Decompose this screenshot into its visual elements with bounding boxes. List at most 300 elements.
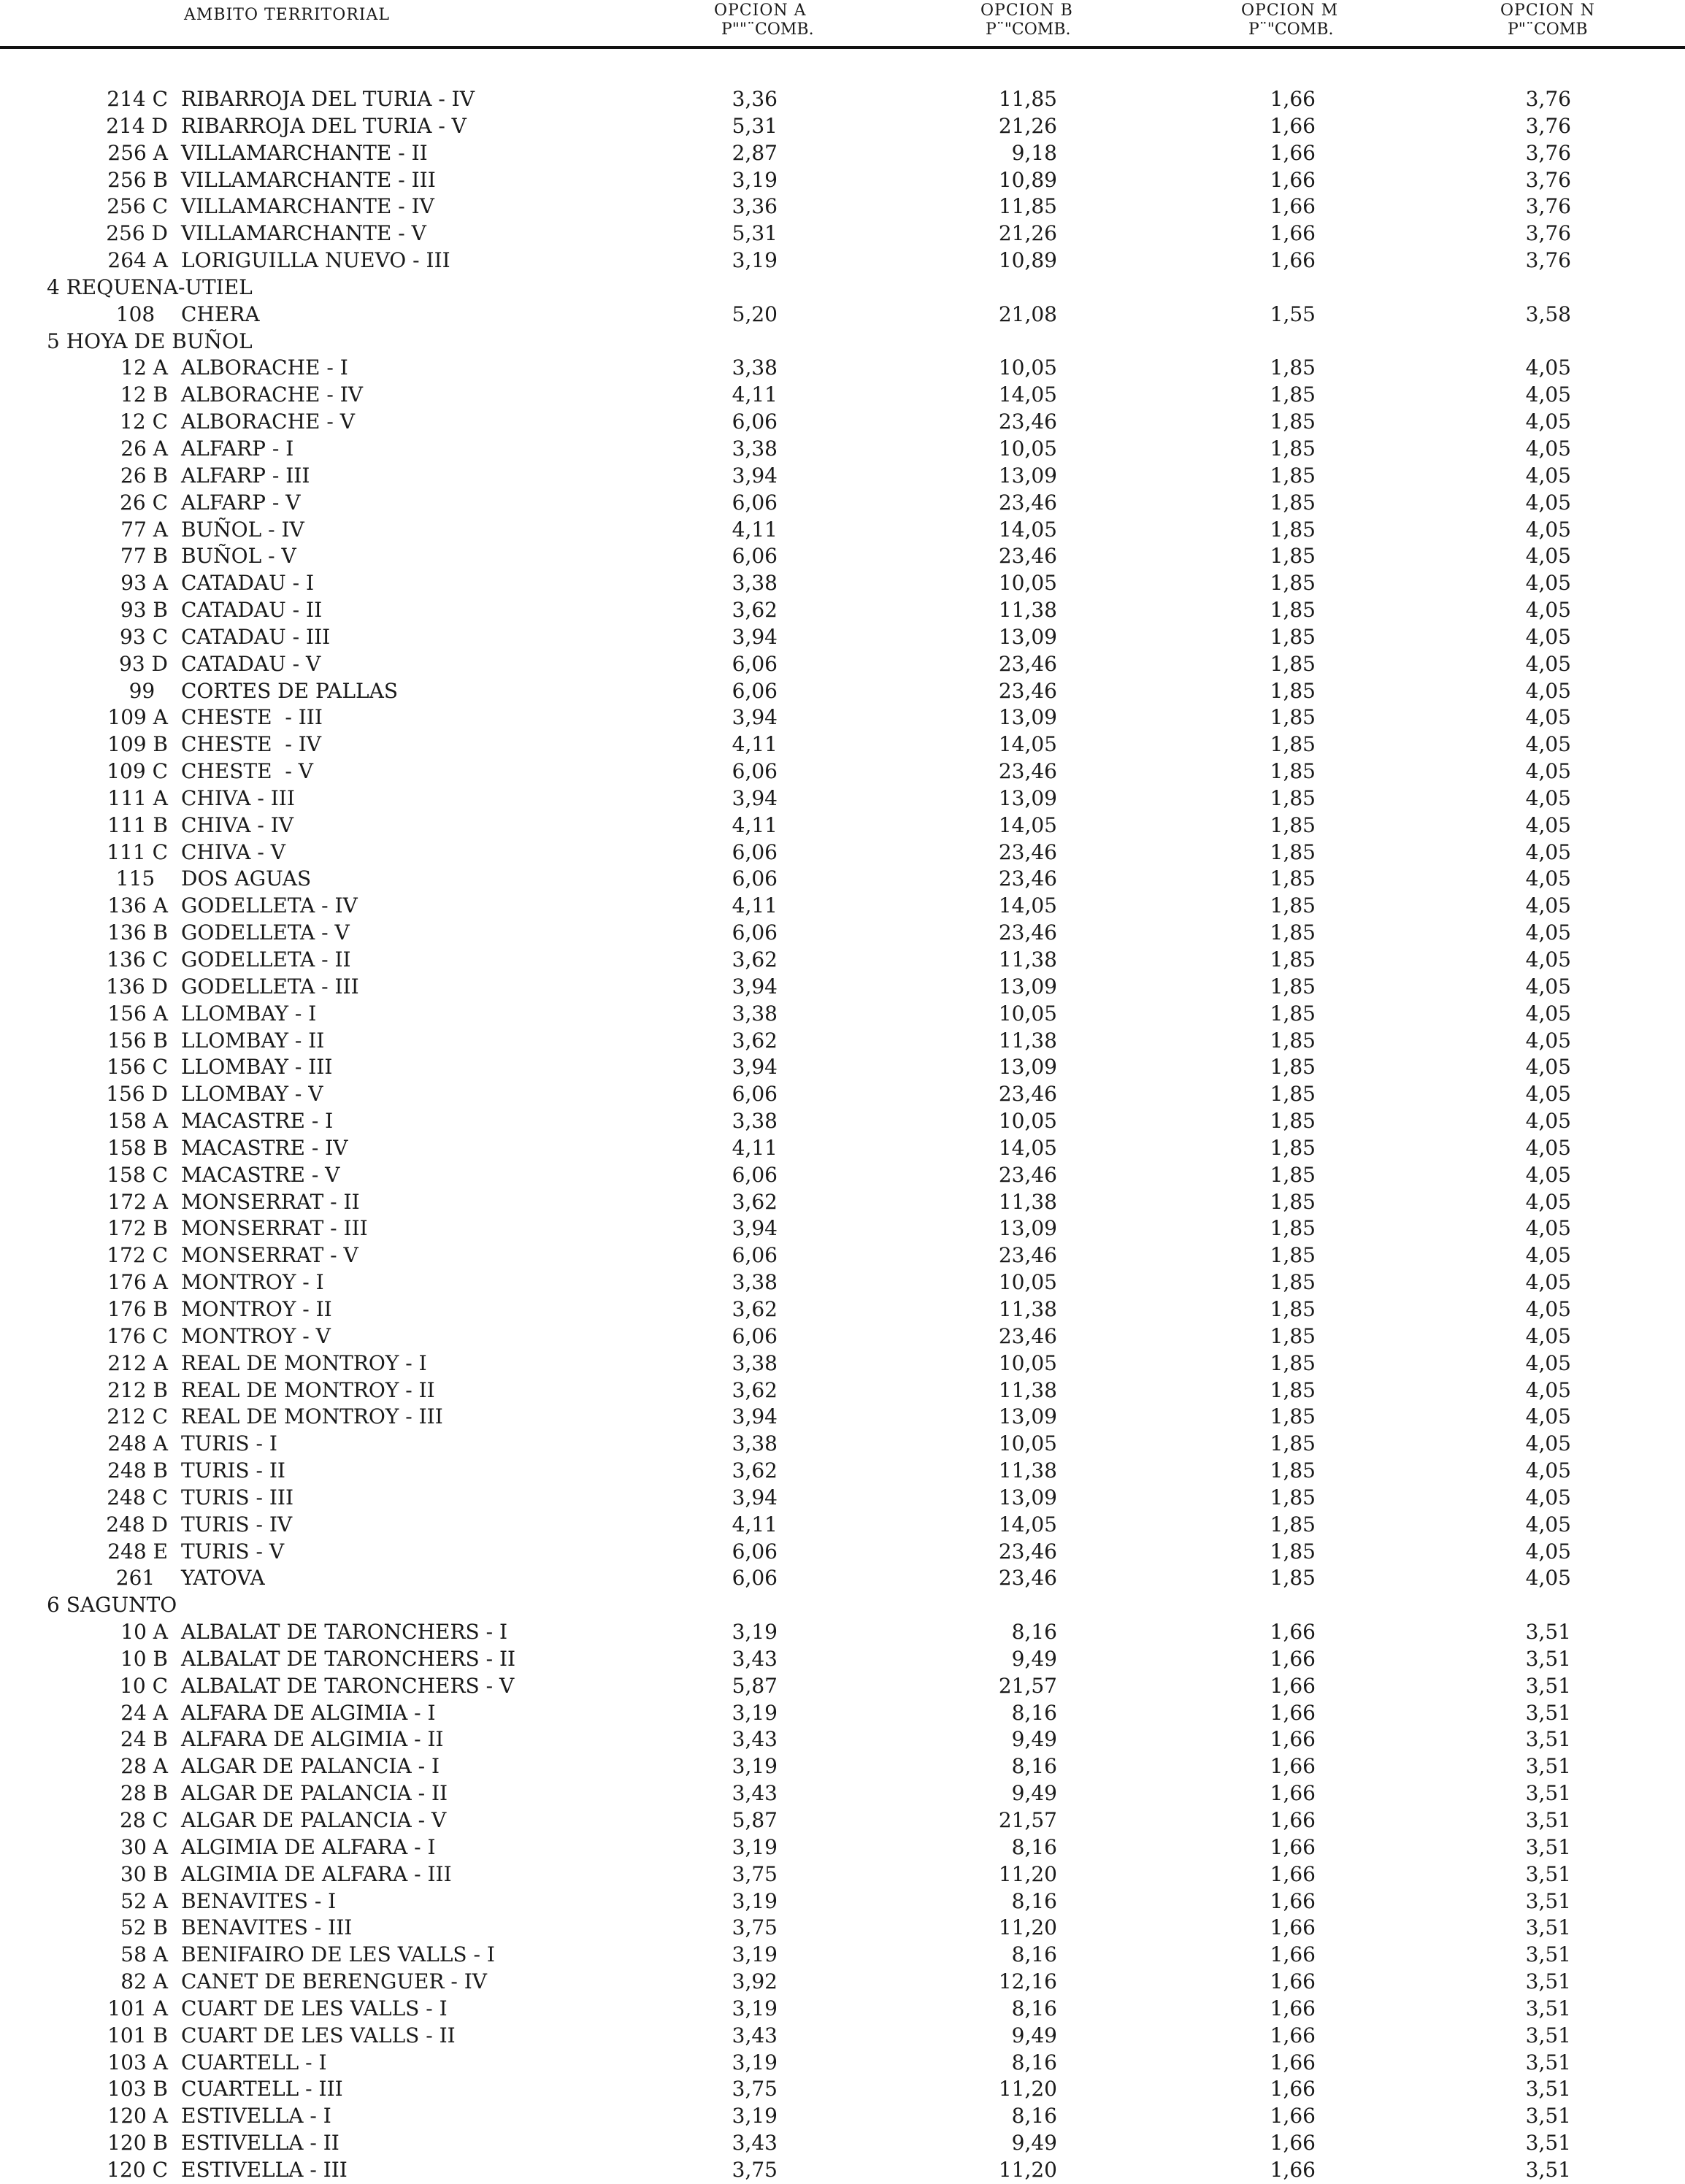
table-row <box>0 570 1685 597</box>
value-opcion-n: 3,51 <box>1525 1834 1571 1859</box>
value-opcion-b: 21,57 <box>998 1808 1057 1832</box>
row-code: 28 A <box>120 1754 168 1779</box>
value-opcion-b: 14,05 <box>998 812 1057 837</box>
table-row <box>0 1888 1685 1915</box>
row-name: TURIS - III <box>181 1485 294 1510</box>
row-name: VILLAMARCHANTE - II <box>181 140 428 165</box>
row-code: 212 B <box>107 1377 168 1402</box>
value-opcion-m: 1,85 <box>1270 1539 1316 1564</box>
row-code: 248 B <box>107 1458 168 1483</box>
table-row <box>0 355 1685 382</box>
value-opcion-a: 3,38 <box>732 355 778 380</box>
value-opcion-n: 3,51 <box>1525 1996 1571 2020</box>
value-opcion-n: 4,05 <box>1525 355 1571 380</box>
value-opcion-n: 3,51 <box>1525 2050 1571 2075</box>
row-code: 256 A <box>107 140 168 165</box>
row-name: CATADAU - I <box>181 571 315 596</box>
row-code: 99 <box>128 678 168 703</box>
value-opcion-a: 3,62 <box>732 1028 778 1053</box>
row-name: VILLAMARCHANTE - III <box>181 167 436 192</box>
table-row <box>0 490 1685 517</box>
row-name: ALBORACHE - IV <box>181 382 363 407</box>
value-opcion-n: 4,05 <box>1525 1001 1571 1026</box>
row-code: 30 A <box>120 1834 168 1859</box>
value-opcion-m: 1,85 <box>1270 382 1316 407</box>
value-opcion-a: 3,94 <box>732 1216 778 1241</box>
table-row <box>0 1108 1685 1135</box>
row-name: CHIVA - V <box>181 839 285 864</box>
row-code: 248 D <box>106 1512 168 1537</box>
row-name: DOS AGUAS <box>181 866 312 891</box>
value-opcion-n: 3,51 <box>1525 2104 1571 2129</box>
value-opcion-m: 1,85 <box>1270 571 1316 596</box>
header-ambito: AMBITO TERRITORIAL <box>184 6 390 24</box>
value-opcion-m: 1,85 <box>1270 678 1316 703</box>
value-opcion-m: 1,85 <box>1270 1162 1316 1187</box>
value-opcion-n: 4,05 <box>1525 1431 1571 1456</box>
value-opcion-m: 1,55 <box>1270 301 1316 326</box>
value-opcion-b: 14,05 <box>998 732 1057 757</box>
value-opcion-m: 1,66 <box>1270 2050 1316 2075</box>
value-opcion-m: 1,85 <box>1270 1109 1316 1134</box>
value-opcion-b: 23,46 <box>998 1162 1057 1187</box>
value-opcion-b: 13,09 <box>998 1055 1057 1080</box>
table-row <box>0 1404 1685 1431</box>
value-opcion-m: 1,66 <box>1270 1646 1316 1671</box>
value-opcion-m: 1,85 <box>1270 1512 1316 1537</box>
row-name: CUART DE LES VALLS - II <box>181 2023 456 2048</box>
table-row <box>0 1646 1685 1673</box>
value-opcion-b: 10,05 <box>998 571 1057 596</box>
row-name: MACASTRE - I <box>181 1109 334 1134</box>
table-row <box>0 1001 1685 1028</box>
row-name: GODELLETA - V <box>181 920 350 945</box>
row-name: GODELLETA - IV <box>181 893 358 918</box>
row-name: ALBALAT DE TARONCHERS - V <box>181 1673 515 1698</box>
value-opcion-b: 13,09 <box>998 1404 1057 1429</box>
row-code: 93 B <box>120 598 168 623</box>
value-opcion-b: 13,09 <box>998 463 1057 488</box>
value-opcion-n: 4,05 <box>1525 1055 1571 1080</box>
value-opcion-b: 10,89 <box>998 248 1057 273</box>
value-opcion-b: 23,46 <box>998 866 1057 891</box>
row-code: 111 C <box>107 839 168 864</box>
row-code: 52 B <box>120 1915 168 1940</box>
row-name: ALFARP - III <box>181 463 310 488</box>
value-opcion-a: 3,43 <box>732 1646 778 1671</box>
table-row <box>0 624 1685 651</box>
value-opcion-m: 1,66 <box>1270 221 1316 246</box>
region-header <box>0 274 1685 301</box>
value-opcion-n: 4,05 <box>1525 1216 1571 1241</box>
value-opcion-b: 23,46 <box>998 1243 1057 1268</box>
value-opcion-a: 3,62 <box>732 598 778 623</box>
value-opcion-a: 6,06 <box>732 678 778 703</box>
row-name: GODELLETA - II <box>181 947 351 972</box>
row-code: 26 A <box>120 436 168 461</box>
value-opcion-b: 8,16 <box>1011 2050 1057 2075</box>
value-opcion-b: 9,49 <box>1011 1727 1057 1752</box>
value-opcion-m: 1,66 <box>1270 2077 1316 2102</box>
value-opcion-b: 23,46 <box>998 839 1057 864</box>
table-row <box>0 1028 1685 1055</box>
row-code: 10 C <box>120 1673 168 1698</box>
value-opcion-b: 23,46 <box>998 490 1057 515</box>
value-opcion-m: 1,85 <box>1270 839 1316 864</box>
value-opcion-b: 23,46 <box>998 410 1057 434</box>
table-row <box>0 1969 1685 1996</box>
table-row <box>0 1942 1685 1969</box>
row-name: ALFARA DE ALGIMIA - II <box>181 1727 444 1752</box>
row-code: 103 A <box>107 2050 168 2075</box>
value-opcion-n: 4,05 <box>1525 517 1571 542</box>
value-opcion-a: 3,36 <box>732 87 778 111</box>
row-name: BENIFAIRO DE LES VALLS - I <box>181 1942 495 1967</box>
row-code: 58 A <box>120 1942 168 1967</box>
value-opcion-b: 10,05 <box>998 355 1057 380</box>
row-code: 10 A <box>120 1620 168 1645</box>
row-code: 172 A <box>107 1189 168 1214</box>
value-opcion-n: 4,05 <box>1525 678 1571 703</box>
value-opcion-m: 1,85 <box>1270 1485 1316 1510</box>
value-opcion-m: 1,85 <box>1270 410 1316 434</box>
row-code: 172 B <box>107 1216 168 1241</box>
table-row <box>0 1834 1685 1861</box>
row-name: CATADAU - III <box>181 624 331 649</box>
row-name: CHIVA - IV <box>181 812 293 837</box>
value-opcion-n: 4,05 <box>1525 785 1571 810</box>
value-opcion-a: 4,11 <box>732 1135 778 1160</box>
value-opcion-m: 1,85 <box>1270 436 1316 461</box>
value-opcion-a: 3,94 <box>732 974 778 999</box>
value-opcion-n: 3,51 <box>1525 1969 1571 1994</box>
row-name: CATADAU - V <box>181 651 321 676</box>
row-name: GODELLETA - III <box>181 974 359 999</box>
row-name: ALGAR DE PALANCIA - II <box>181 1781 448 1806</box>
table-row <box>0 1431 1685 1458</box>
value-opcion-n: 3,51 <box>1525 1888 1571 1913</box>
table-row <box>0 193 1685 220</box>
row-code: 12 C <box>120 410 168 434</box>
value-opcion-a: 3,19 <box>732 167 778 192</box>
value-opcion-b: 23,46 <box>998 920 1057 945</box>
value-opcion-b: 14,05 <box>998 1512 1057 1537</box>
value-opcion-n: 4,05 <box>1525 651 1571 676</box>
row-name: MONSERRAT - V <box>181 1243 358 1268</box>
value-opcion-m: 1,85 <box>1270 947 1316 972</box>
row-code: 24 B <box>120 1727 168 1752</box>
row-name: CHERA <box>181 301 260 326</box>
table-row <box>0 947 1685 974</box>
table-row <box>0 704 1685 731</box>
value-opcion-b: 21,08 <box>998 301 1057 326</box>
value-opcion-a: 3,38 <box>732 1431 778 1456</box>
value-opcion-n: 4,05 <box>1525 1377 1571 1402</box>
value-opcion-a: 3,19 <box>732 1888 778 1913</box>
row-code: 136 C <box>107 947 168 972</box>
row-code: 212 C <box>107 1404 168 1429</box>
value-opcion-m: 1,85 <box>1270 463 1316 488</box>
value-opcion-m: 1,85 <box>1270 1350 1316 1375</box>
header-opcion-n: OPCION N <box>1500 1 1595 20</box>
table-row <box>0 920 1685 947</box>
value-opcion-b: 8,16 <box>1011 2104 1057 2129</box>
row-name: REAL DE MONTROY - II <box>181 1377 435 1402</box>
value-opcion-n: 4,05 <box>1525 866 1571 891</box>
row-code: 93 C <box>120 624 168 649</box>
region-label: 4 REQUENA-UTIEL <box>47 274 253 299</box>
value-opcion-n: 4,05 <box>1525 624 1571 649</box>
value-opcion-b: 23,46 <box>998 1323 1057 1348</box>
value-opcion-b: 23,46 <box>998 678 1057 703</box>
value-opcion-m: 1,85 <box>1270 785 1316 810</box>
row-code: 28 B <box>120 1781 168 1806</box>
value-opcion-a: 3,19 <box>732 1754 778 1779</box>
value-opcion-n: 4,05 <box>1525 490 1571 515</box>
value-opcion-m: 1,85 <box>1270 1082 1316 1107</box>
row-name: ESTIVELLA - I <box>181 2104 331 2129</box>
table-row <box>0 1162 1685 1189</box>
value-opcion-a: 6,06 <box>732 651 778 676</box>
value-opcion-a: 3,38 <box>732 1350 778 1375</box>
value-opcion-a: 3,75 <box>732 1861 778 1886</box>
value-opcion-a: 3,19 <box>732 248 778 273</box>
table-row <box>0 731 1685 758</box>
table-row <box>0 382 1685 409</box>
value-opcion-n: 4,05 <box>1525 463 1571 488</box>
value-opcion-m: 1,85 <box>1270 490 1316 515</box>
value-opcion-a: 6,06 <box>732 759 778 784</box>
row-name: LORIGUILLA NUEVO - III <box>181 248 450 273</box>
row-code: 12 A <box>120 355 168 380</box>
value-opcion-n: 3,76 <box>1525 221 1571 246</box>
value-opcion-a: 3,94 <box>732 624 778 649</box>
row-code: 111 B <box>107 812 168 837</box>
row-name: MACASTRE - V <box>181 1162 340 1187</box>
table-row <box>0 1673 1685 1700</box>
value-opcion-b: 9,18 <box>1011 140 1057 165</box>
row-name: REAL DE MONTROY - I <box>181 1350 427 1375</box>
row-name: BENAVITES - III <box>181 1915 353 1940</box>
value-opcion-a: 4,11 <box>732 1512 778 1537</box>
table-row <box>0 1915 1685 1942</box>
row-code: 212 A <box>107 1350 168 1375</box>
row-name: CHESTE - IV <box>181 732 322 757</box>
value-opcion-n: 4,05 <box>1525 705 1571 730</box>
row-code: 93 A <box>120 571 168 596</box>
header-opcion-a: OPCION A <box>714 1 807 20</box>
value-opcion-m: 1,66 <box>1270 87 1316 111</box>
value-opcion-b: 8,16 <box>1011 1996 1057 2020</box>
row-name: ALGIMIA DE ALFARA - III <box>181 1861 452 1886</box>
value-opcion-b: 10,05 <box>998 1270 1057 1295</box>
value-opcion-a: 6,06 <box>732 544 778 569</box>
row-name: CANET DE BERENGUER - IV <box>181 1969 488 1994</box>
value-opcion-m: 1,85 <box>1270 893 1316 918</box>
value-opcion-a: 3,62 <box>732 1296 778 1321</box>
value-opcion-a: 3,62 <box>732 947 778 972</box>
row-code: 120 B <box>107 2131 168 2156</box>
value-opcion-n: 4,05 <box>1525 812 1571 837</box>
row-code: 214 C <box>107 87 168 111</box>
value-opcion-a: 5,87 <box>732 1808 778 1832</box>
row-code: 156 A <box>107 1001 168 1026</box>
header-opcion-b: OPCION B <box>980 1 1073 20</box>
value-opcion-b: 13,09 <box>998 1485 1057 1510</box>
row-name: CORTES DE PALLAS <box>181 678 399 703</box>
value-opcion-b: 13,09 <box>998 705 1057 730</box>
header-opcion-m-sub: P¨"COMB. <box>1248 20 1334 39</box>
value-opcion-n: 3,58 <box>1525 301 1571 326</box>
value-opcion-a: 3,19 <box>732 1620 778 1645</box>
row-name: ALBALAT DE TARONCHERS - II <box>181 1646 516 1671</box>
value-opcion-a: 3,94 <box>732 785 778 810</box>
value-opcion-m: 1,66 <box>1270 1915 1316 1940</box>
value-opcion-a: 6,06 <box>732 1539 778 1564</box>
value-opcion-b: 10,05 <box>998 1109 1057 1134</box>
row-code: 24 A <box>120 1700 168 1725</box>
table-body <box>0 86 1685 2184</box>
value-opcion-n: 3,51 <box>1525 1646 1571 1671</box>
value-opcion-b: 11,38 <box>998 1458 1057 1483</box>
value-opcion-m: 1,85 <box>1270 705 1316 730</box>
table-row <box>0 113 1685 140</box>
row-name: RIBARROJA DEL TURIA - V <box>181 113 467 138</box>
table-row <box>0 1269 1685 1296</box>
value-opcion-b: 14,05 <box>998 382 1057 407</box>
value-opcion-a: 3,43 <box>732 2023 778 2048</box>
row-code: 214 D <box>106 113 168 138</box>
value-opcion-n: 3,51 <box>1525 1808 1571 1832</box>
table-row <box>0 1565 1685 1592</box>
value-opcion-n: 3,51 <box>1525 2023 1571 2048</box>
value-opcion-m: 1,85 <box>1270 1566 1316 1591</box>
value-opcion-n: 3,51 <box>1525 1727 1571 1752</box>
value-opcion-m: 1,85 <box>1270 812 1316 837</box>
row-name: LLOMBAY - III <box>181 1055 333 1080</box>
value-opcion-m: 1,66 <box>1270 2131 1316 2156</box>
value-opcion-b: 11,38 <box>998 598 1057 623</box>
value-opcion-b: 23,46 <box>998 759 1057 784</box>
row-name: LLOMBAY - II <box>181 1028 325 1053</box>
value-opcion-a: 3,38 <box>732 1270 778 1295</box>
value-opcion-m: 1,85 <box>1270 1189 1316 1214</box>
value-opcion-n: 3,76 <box>1525 167 1571 192</box>
row-name: LLOMBAY - I <box>181 1001 317 1026</box>
row-code: 115 <box>115 866 168 891</box>
region-header <box>0 1592 1685 1619</box>
row-name: ALBALAT DE TARONCHERS - I <box>181 1620 508 1645</box>
value-opcion-m: 1,66 <box>1270 1808 1316 1832</box>
value-opcion-a: 5,20 <box>732 301 778 326</box>
value-opcion-a: 6,06 <box>732 1082 778 1107</box>
value-opcion-a: 4,11 <box>732 812 778 837</box>
table-row <box>0 543 1685 570</box>
table-row <box>0 1700 1685 1727</box>
value-opcion-m: 1,66 <box>1270 1861 1316 1886</box>
row-name: MONTROY - II <box>181 1296 332 1321</box>
row-name: CHIVA - III <box>181 785 295 810</box>
row-code: 103 B <box>107 2077 168 2102</box>
value-opcion-b: 10,05 <box>998 436 1057 461</box>
value-opcion-m: 1,85 <box>1270 1296 1316 1321</box>
table-row <box>0 1539 1685 1566</box>
value-opcion-n: 4,05 <box>1525 1189 1571 1214</box>
value-opcion-b: 23,46 <box>998 1566 1057 1591</box>
row-code: 26 B <box>120 463 168 488</box>
row-code: 256 B <box>107 167 168 192</box>
value-opcion-a: 4,11 <box>732 732 778 757</box>
value-opcion-a: 3,19 <box>732 1996 778 2020</box>
table-row <box>0 140 1685 167</box>
value-opcion-b: 9,49 <box>1011 2023 1057 2048</box>
value-opcion-n: 4,05 <box>1525 436 1571 461</box>
value-opcion-a: 5,31 <box>732 113 778 138</box>
row-code: 12 B <box>120 382 168 407</box>
value-opcion-b: 13,09 <box>998 974 1057 999</box>
value-opcion-b: 9,49 <box>1011 1646 1057 1671</box>
region-label: 5 HOYA DE BUÑOL <box>47 328 253 353</box>
value-opcion-a: 6,06 <box>732 490 778 515</box>
value-opcion-b: 8,16 <box>1011 1834 1057 1859</box>
row-code: 101 B <box>107 2023 168 2048</box>
value-opcion-m: 1,85 <box>1270 624 1316 649</box>
value-opcion-m: 1,66 <box>1270 2104 1316 2129</box>
value-opcion-m: 1,66 <box>1270 167 1316 192</box>
row-code: 158 A <box>107 1109 168 1134</box>
value-opcion-n: 4,05 <box>1525 1323 1571 1348</box>
value-opcion-b: 11,20 <box>998 1915 1057 1940</box>
row-code: 248 A <box>107 1431 168 1456</box>
value-opcion-a: 3,75 <box>732 2157 778 2182</box>
table-row <box>0 2103 1685 2130</box>
row-code: 248 E <box>107 1539 168 1564</box>
value-opcion-m: 1,85 <box>1270 1055 1316 1080</box>
table-row <box>0 651 1685 678</box>
region-header <box>0 328 1685 355</box>
table-row <box>0 812 1685 839</box>
value-opcion-b: 23,46 <box>998 651 1057 676</box>
value-opcion-b: 11,38 <box>998 1377 1057 1402</box>
value-opcion-b: 13,09 <box>998 1216 1057 1241</box>
value-opcion-b: 11,20 <box>998 2157 1057 2182</box>
row-code: 176 A <box>107 1270 168 1295</box>
row-code: 261 <box>115 1566 168 1591</box>
value-opcion-b: 12,16 <box>998 1969 1057 1994</box>
value-opcion-n: 4,05 <box>1525 1485 1571 1510</box>
row-code: 108 <box>115 301 168 326</box>
value-opcion-n: 4,05 <box>1525 571 1571 596</box>
row-name: REAL DE MONTROY - III <box>181 1404 443 1429</box>
value-opcion-a: 5,31 <box>732 221 778 246</box>
row-name: MONSERRAT - III <box>181 1216 368 1241</box>
row-name: CUARTELL - I <box>181 2050 327 2075</box>
table-row <box>0 1215 1685 1242</box>
row-name: VILLAMARCHANTE - IV <box>181 194 434 219</box>
table-row <box>0 1323 1685 1350</box>
value-opcion-b: 11,85 <box>998 194 1057 219</box>
value-opcion-n: 3,51 <box>1525 2131 1571 2156</box>
value-opcion-m: 1,66 <box>1270 1996 1316 2020</box>
row-code: 264 A <box>107 248 168 273</box>
value-opcion-b: 8,16 <box>1011 1888 1057 1913</box>
value-opcion-b: 14,05 <box>998 1135 1057 1160</box>
row-name: MONTROY - I <box>181 1270 324 1295</box>
value-opcion-b: 10,05 <box>998 1350 1057 1375</box>
row-name: ALGAR DE PALANCIA - V <box>181 1808 447 1832</box>
row-code: 52 A <box>120 1888 168 1913</box>
value-opcion-n: 4,05 <box>1525 1350 1571 1375</box>
